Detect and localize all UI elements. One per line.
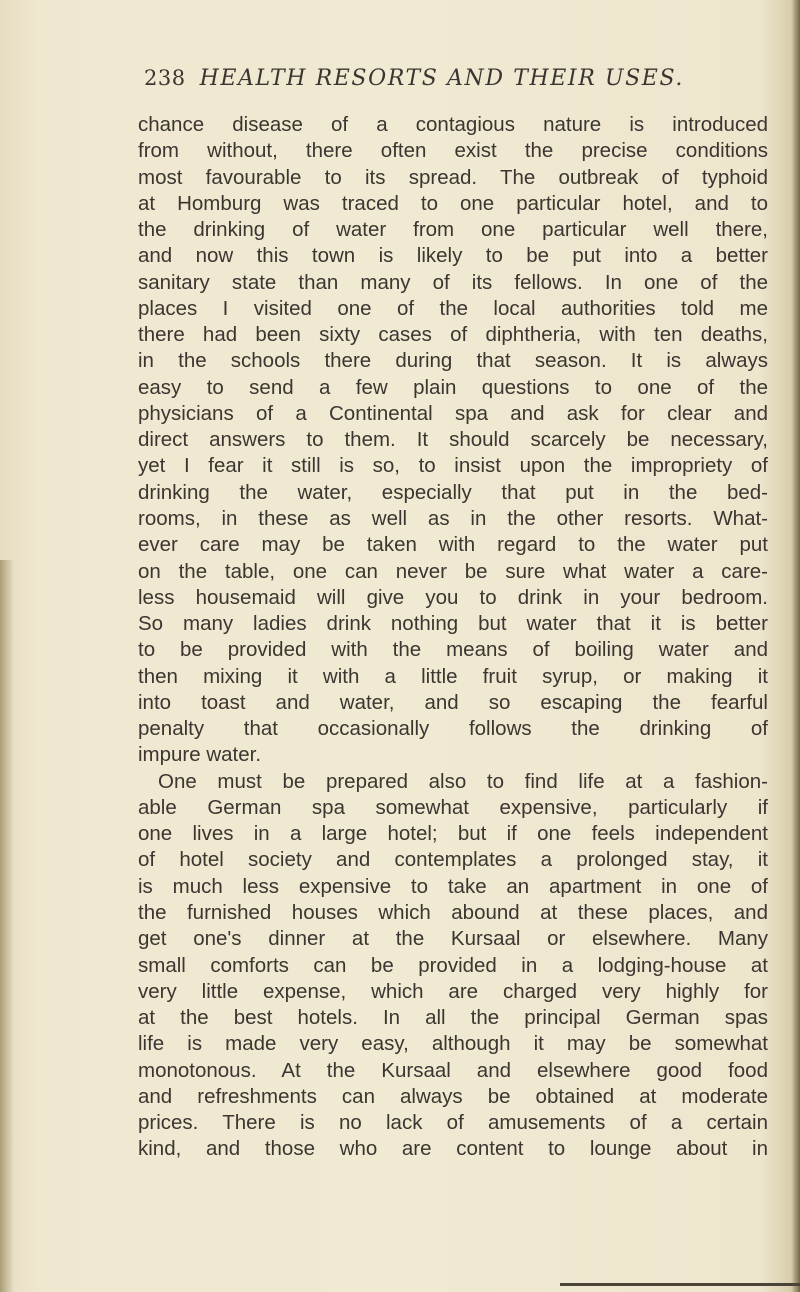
text-line: one lives in a large hotel; but if one feels independent bbox=[138, 822, 768, 846]
text-line: sanitary state than many of its fellows. In one of the bbox=[138, 270, 768, 294]
text-line: there had been sixty cases of diphtheria, with ten deaths, bbox=[138, 323, 768, 347]
text-line: in the schools there during that season. It is always bbox=[138, 349, 768, 373]
text-line: yet I fear it still is so, to insist upon the impropriety of bbox=[138, 454, 768, 478]
text-line: most favourable to its spread. The outbreak of typhoid bbox=[138, 165, 768, 189]
text-line: into toast and water, and so escaping the fearful bbox=[138, 690, 768, 714]
text-line: on the table, one can never be sure what water a care- bbox=[138, 559, 768, 583]
text-line: get one's dinner at the Kursaal or elsewhere. Many bbox=[138, 927, 768, 951]
text-line: of hotel society and contemplates a prolonged stay, it bbox=[138, 848, 768, 872]
text-line: from without, there often exist the precise conditions bbox=[138, 139, 768, 163]
running-title: HEALTH RESORTS AND THEIR USES. bbox=[199, 66, 684, 91]
text-line: at the best hotels. In all the principal German spas bbox=[138, 1006, 768, 1030]
text-line: at Homburg was traced to one particular hotel, and to bbox=[138, 191, 768, 215]
running-header bbox=[144, 66, 744, 100]
text-line: monotonous. At the Kursaal and elsewhere good food bbox=[138, 1058, 768, 1082]
text-line: chance disease of a contagious nature is introduced bbox=[138, 113, 768, 136]
text-line: So many ladies drink nothing but water that it is better bbox=[138, 612, 768, 636]
page-gutter-shadow bbox=[0, 560, 14, 1292]
text-line: small comforts can be provided in a lodging-house at bbox=[138, 953, 768, 977]
text-line: penalty that occasionally follows the drinking of bbox=[138, 717, 768, 741]
text-line: physicians of a Continental spa and ask for clear and bbox=[138, 401, 768, 425]
text-line: the drinking of water from one particular well there, bbox=[138, 218, 768, 242]
text-line: then mixing it with a little fruit syrup, or making it bbox=[138, 664, 768, 688]
text-line: to be provided with the means of boiling water and bbox=[138, 638, 768, 662]
paragraph-start-line: One must be prepared also to find life at a fashion- bbox=[158, 769, 768, 793]
page-edge-shadow bbox=[792, 0, 800, 1292]
text-line: places I visited one of the local authorities told me bbox=[138, 296, 768, 320]
text-line: less housemaid will give you to drink in your bedroom. bbox=[138, 585, 768, 609]
page-number: 238 bbox=[144, 66, 186, 90]
text-line: prices. There is no lack of amusements of a certain bbox=[138, 1111, 768, 1135]
text-line: rooms, in these as well as in the other resorts. What- bbox=[138, 506, 768, 530]
text-line: easy to send a few plain questions to one of the bbox=[138, 375, 768, 399]
text-line: and now this town is likely to be put into a better bbox=[138, 244, 768, 268]
paragraph-end-line: impure water. bbox=[138, 743, 262, 767]
text-line: life is made very easy, although it may be somewhat bbox=[138, 1032, 768, 1056]
text-line: drinking the water, especially that put in the bed- bbox=[138, 480, 768, 504]
page-bottom-edge bbox=[560, 1283, 800, 1286]
text-line: direct answers to them. It should scarcely be necessary, bbox=[138, 428, 768, 452]
text-line: is much less expensive to take an apartment in one of bbox=[138, 874, 768, 898]
text-line: the furnished houses which abound at these places, and bbox=[138, 900, 768, 924]
text-line: able German spa somewhat expensive, particularly if bbox=[138, 795, 768, 819]
text-line: ever care may be taken with regard to the water put bbox=[138, 533, 768, 557]
text-line: kind, and those who are content to lounge about in bbox=[138, 1137, 768, 1161]
text-line: and refreshments can always be obtained at moderate bbox=[138, 1084, 768, 1108]
text-line: very little expense, which are charged very highly for bbox=[138, 979, 768, 1003]
body-text bbox=[138, 112, 768, 1163]
